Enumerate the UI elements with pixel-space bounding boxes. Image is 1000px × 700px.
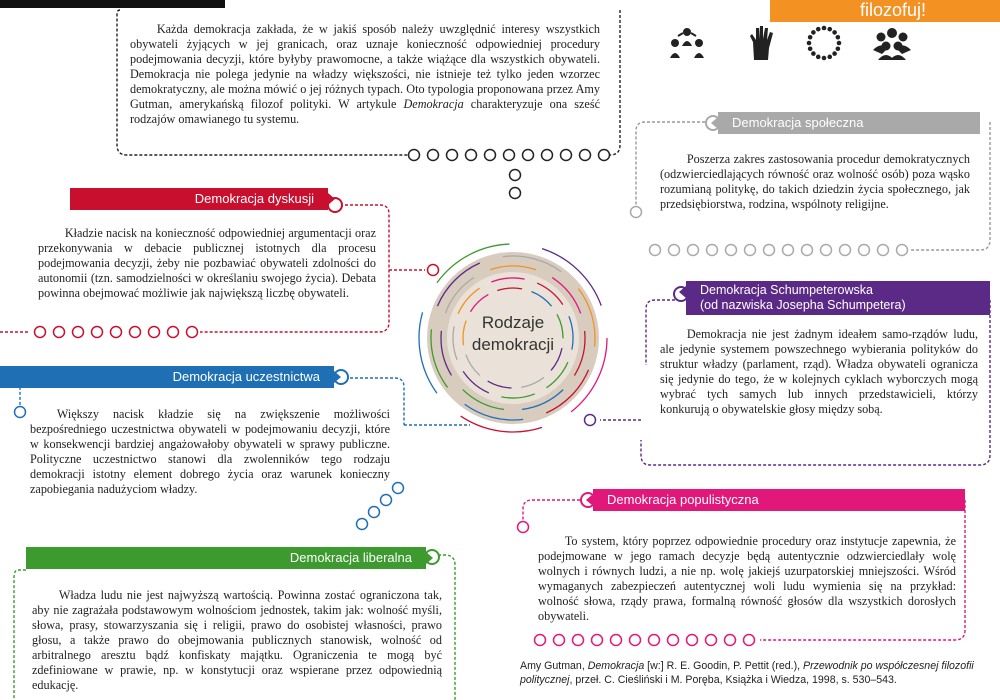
brand-label: filozofuj! — [860, 0, 927, 20]
chain-dot — [573, 635, 584, 646]
chain-dot — [447, 150, 458, 161]
chain-dot — [428, 265, 439, 276]
chain-dot — [35, 327, 46, 338]
banner-schumpeter-title2: (od nazwiska Josepha Schumpetera) — [700, 298, 906, 312]
chain-dot — [554, 635, 565, 646]
chain-dot — [54, 327, 65, 338]
chain-dot — [15, 407, 26, 418]
chain-dot — [726, 245, 737, 256]
chain-dot — [187, 327, 198, 338]
dyskusji-text: Kładzie nacisk na konieczność odpowiedniej argumentacji oraz przekonywania w debacie publicznej istotnych dla procesu podejmowania decyzji, żeby nie pozbawiać obywateli zdolności do autonomii (tzn. samodzielności w określaniu swojego życia). Debata powinna obejmować możliwie jak największą liczbę obywateli. — [38, 226, 376, 300]
chain-dot — [592, 635, 603, 646]
chain-dot — [783, 245, 794, 256]
chain-dot — [510, 170, 521, 181]
footnote-part2: Demokracja — [587, 660, 645, 672]
chain-dot — [745, 245, 756, 256]
footnote — [520, 659, 990, 687]
intro-text-before: Każda demokracja zakłada, że w jakiś sposób należy uwzględnić interesy wszystkich obywateli żyjących w jej granicach, oraz uznaje konieczność odpowiedniej procedury podejmowania decyzji, które byłyby prawomocne, a także wiążące dla wszystkich obywateli. Demokracja nie polega jedynie na władzy większości, nie istnieje też tylko jeden wzorzec demokratyczny, ale można mówić o jej różnych typach. Oto typologia proponowana przez Amy Gutman, amerykańską filozof polityki. W artykule — [130, 22, 600, 111]
chain-dot — [599, 150, 610, 161]
footnote-part5: , przeł. C. Cieśliński i M. Poręba, Książka i Wiedza, 1998, s. 530–543. — [569, 674, 897, 686]
chain-dot — [466, 150, 477, 161]
chain-dot — [92, 327, 103, 338]
banner-spoleczna — [718, 112, 980, 134]
chain-dot — [542, 150, 553, 161]
chain-dot — [523, 150, 534, 161]
chain-dot — [707, 245, 718, 256]
banner-liberalna — [26, 547, 426, 569]
chain-dot — [580, 150, 591, 161]
populistyczna-text: To system, który poprzez odpowiednie procedury oraz instytucje zapewnia, że podejmowane w jego ramach decyzje będą autentycznie odzwierciedlały wolę wolnych i równych ludzi, a nie np. wolę jakiejś uzurpatorskiej mniejszości. Wśród wymaganych zabezpieczeń autentycznej woli ludu wymienia się na przykład: wolność słowa, rządy prawa, formalną równość głosów dla wszystkich dorosłych obywateli. — [538, 534, 956, 623]
chain-dot — [840, 245, 851, 256]
chain-dot — [611, 635, 622, 646]
banner-liberalna-title: Demokracja liberalna — [289, 550, 412, 565]
intro-text-italic: Demokracja — [403, 97, 464, 111]
chain-dot — [744, 635, 755, 646]
uczestnictwa-text: Większy nacisk kładzie się na zwiększenie możliwości bezpośredniego uczestnictwa obywateli w podejmowaniu decyzji, które w konsekwencji bardziej angażowałoby obywateli w sprawy publiczne. Polityczne uczestnictwo stanowi dla zwolenników tego rodzaju demokracji istotny element dobrego życia oraz warunek konieczny zapobiegania nadużyciom władzy. — [30, 407, 390, 496]
chain-dot — [631, 207, 642, 218]
banner-spoleczna-title: Demokracja społeczna — [732, 115, 864, 130]
chain-dot — [369, 507, 380, 518]
center-label — [428, 312, 598, 356]
chain-dot — [518, 522, 529, 533]
chain-dot — [357, 519, 368, 530]
spoleczna-text: Poszerza zakres zastosowania procedur demokratycznych (odzwierciedlających równość oraz wolność osób) poza wąsko rozumianą politykę, do takich dziedzin życia społecznego, jak przedsiębiorstwa, rodzina, wspólnoty religijne. — [660, 152, 970, 211]
chain-dot — [73, 327, 84, 338]
banner-dyskusji-title: Demokracja dyskusji — [194, 191, 314, 206]
banner-schumpeter — [686, 281, 990, 315]
chain-dot — [650, 245, 661, 256]
intro-text — [130, 22, 600, 127]
intro-text-after: charakteryzuje ona sześć rodzajów omawianego tu systemu. — [130, 97, 600, 126]
chain-dot — [485, 150, 496, 161]
banner-populistyczna — [593, 489, 965, 511]
chain-dot — [649, 635, 660, 646]
chain-dot — [669, 245, 680, 256]
chain-dot — [510, 188, 521, 199]
chain-dot — [687, 635, 698, 646]
chain-dot — [668, 635, 679, 646]
banner-uczestnictwa — [0, 366, 334, 388]
chain-dot — [130, 327, 141, 338]
banner-uczestnictwa-title: Demokracja uczestnictwa — [172, 369, 320, 384]
chain-dot — [428, 150, 439, 161]
chain-dot — [504, 150, 515, 161]
chain-dot — [706, 635, 717, 646]
chain-dot — [409, 150, 420, 161]
chain-dot — [821, 245, 832, 256]
chain-dot — [859, 245, 870, 256]
footnote-part4: Przewodnik po współczesnej filozofii politycznej — [520, 660, 974, 686]
chain-dot — [168, 327, 179, 338]
chain-dot — [561, 150, 572, 161]
banner-dyskusji — [70, 188, 328, 210]
chain-dot — [535, 635, 546, 646]
footnote-part3: [w:] R. E. Goodin, P. Pettit (red.), — [644, 660, 804, 672]
liberalna-text: Władza ludu nie jest najwyższą wartością. Powinna zostać ograniczona tak, aby nie zagrażała podstawowym wolnościom jednostek, takim jak: wolność myśli, słowa, prasy, stowarzyszania się i religii, prawo do osobistej własności, prawo głosu, a także prawo do obejmowania publicznych stanowisk, wolność od arbitralnego aresztu bądź konfiskaty majątku. Ograniczenia te mogą być zdefiniowane w prawie, np. w konstytucji oraz wspierane przez odpowiednią edukację. — [32, 588, 442, 692]
banner-populistyczna-title: Demokracja populistyczna — [607, 492, 759, 507]
chain-dot — [111, 327, 122, 338]
center-label-line1: Rodzaje — [481, 313, 545, 332]
chain-dot — [897, 245, 908, 256]
chain-dot — [630, 635, 641, 646]
chain-dot — [149, 327, 160, 338]
chain-dot — [688, 245, 699, 256]
chain-dot — [393, 483, 404, 494]
banner-schumpeter-title1: Demokracja Schumpeterowska — [700, 283, 873, 297]
chain-dot — [878, 245, 889, 256]
chain-dot — [725, 635, 736, 646]
chain-dot — [585, 415, 596, 426]
footnote-part1: Amy Gutman, — [520, 660, 588, 672]
chain-dot — [764, 245, 775, 256]
chain-dot — [802, 245, 813, 256]
center-label-line2: demokracji — [471, 335, 555, 354]
schumpeter-text: Demokracja nie jest żadnym ideałem samo-rządów ludu, ale jedynie systemem powszechnego wybierania polityków do struktur władzy (parlament, rząd). Władza obywateli ogranicza się jedynie do tego, że w kolejnych cyklach wyborczych mogą wybrać tych samych lub innych przedstawicieli, którzy konkurują o obywatelskie głosy między sobą. — [660, 327, 978, 416]
